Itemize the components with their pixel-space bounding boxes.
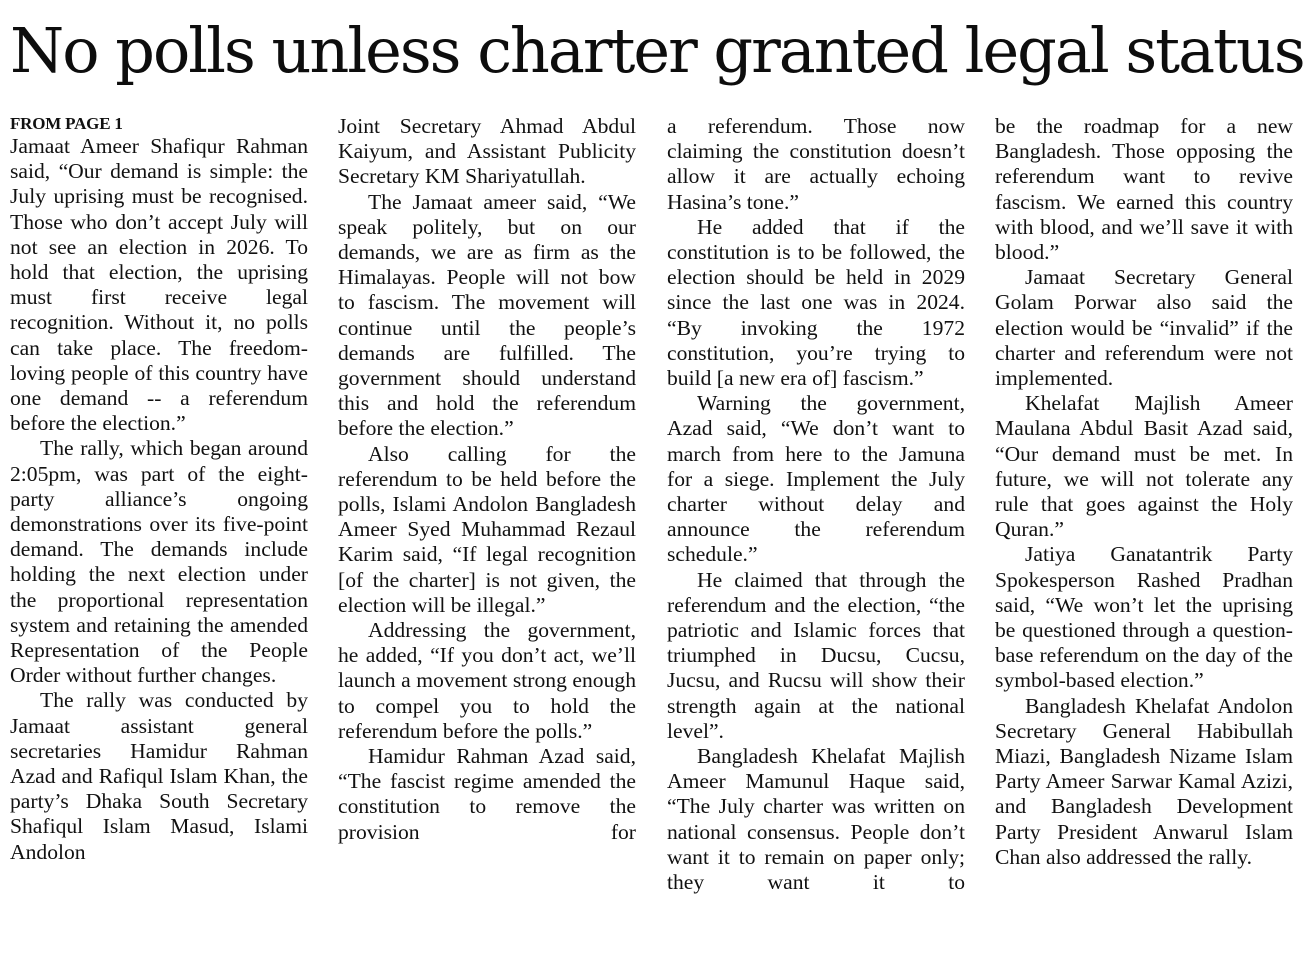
- paragraph: Joint Secretary Ahmad Abdul Kaiyum, and Assistant Publicity Secretary KM Shariyatullah.: [338, 114, 636, 189]
- article-body: [0, 114, 1305, 954]
- paragraph: The rally was conducted by Jamaat assistant general secretaries Hamidur Rahman Azad and Rafiqul Islam Khan, the party’s Dhaka South Secretary Shafiqul Islam Masud, Islami Andolon: [10, 688, 308, 864]
- paragraph: He added that if the constitution is to be followed, the election should be held in 2029 since the last one was in 2024. “By invoking the 1972 constitution, you’re trying to build [a new era of] fascism.”: [667, 214, 965, 391]
- article-column-2: [338, 114, 636, 954]
- paragraph: Bangladesh Khelafat Majlish Ameer Mamunul Haque said, “The July charter was written on national consensus. People don’t want it to remain on paper only; they want it to: [667, 744, 965, 895]
- paragraph: Addressing the government, he added, “If you don’t act, we’ll launch a movement strong enough to compel you to hold the referendum before the polls.”: [338, 618, 636, 743]
- paragraph: be the roadmap for a new Bangladesh. Those opposing the referendum want to revive fascism. We earned this country with blood, and we’ll save it with blood.”: [995, 114, 1293, 265]
- kicker-from-page-1: FROM PAGE 1: [10, 114, 123, 133]
- paragraph: Hamidur Rahman Azad said, “The fascist regime amended the constitution to remove the provision for: [338, 744, 636, 844]
- paragraph: Jamaat Ameer Shafiqur Rahman said, “Our demand is simple: the July uprising must be recognised. Those who don’t accept July will not see an election in 2026. To hold that election, the uprising must first receive legal recognition. Without it, no polls can take place. The freedom-loving people of this country have one demand -- a referendum before the election.”: [10, 134, 308, 436]
- article-column-4: [995, 114, 1293, 954]
- paragraph: a referendum. Those now claiming the constitution doesn’t allow it are actually echoing Hasina’s tone.”: [667, 114, 965, 214]
- article-column-1: [10, 114, 308, 954]
- paragraph: Jamaat Secretary General Golam Porwar also said the election would be “invalid” if the charter and referendum were not implemented.: [995, 265, 1293, 391]
- paragraph: The Jamaat ameer said, “We speak politely, but on our demands, we are as firm as the Himalayas. People will not bow to fascism. The movement will continue until the people’s demands are fulfilled. The government should understand this and hold the referendum before the election.”: [338, 189, 636, 441]
- paragraph: The rally, which began around 2:05pm, was part of the eight-party alliance’s ongoing demonstrations over its five-point demand. The demands include holding the next election under the proportional representation system and retaining the amended Representation of the People Order without further changes.: [10, 436, 308, 688]
- paragraph: Warning the government, Azad said, “We don’t want to march from here to the Jamuna for a siege. Implement the July charter without delay and announce the referendum schedule.”: [667, 391, 965, 567]
- paragraph: Jatiya Ganatantrik Party Spokesperson Rashed Pradhan said, “We won’t let the uprising be questioned through a question-base referendum on the day of the symbol-based election.”: [995, 542, 1293, 693]
- headline: No polls unless charter granted legal status: [10, 14, 1304, 87]
- paragraph: Bangladesh Khelafat Andolon Secretary General Habibullah Miazi, Bangladesh Nizame Islam Party Ameer Sarwar Kamal Azizi, and Bangladesh Development Party President Anwarul Islam Chan also addressed the rally.: [995, 693, 1293, 869]
- article-column-3: [667, 114, 965, 954]
- paragraph: Also calling for the referendum to be held before the polls, Islami Andolon Bangladesh Ameer Syed Muhammad Rezaul Karim said, “If legal recognition [of the charter] is not given, the election will be illegal.”: [338, 441, 636, 617]
- paragraph: He claimed that through the referendum and the election, “the patriotic and Islamic forces that triumphed in Ducsu, Cucsu, Jucsu, and Rucsu will show their strength again at the national level”.: [667, 567, 965, 743]
- paragraph: Khelafat Majlish Ameer Maulana Abdul Basit Azad said, “Our demand must be met. In future, we will not tolerate any rule that goes against the Holy Quran.”: [995, 391, 1293, 542]
